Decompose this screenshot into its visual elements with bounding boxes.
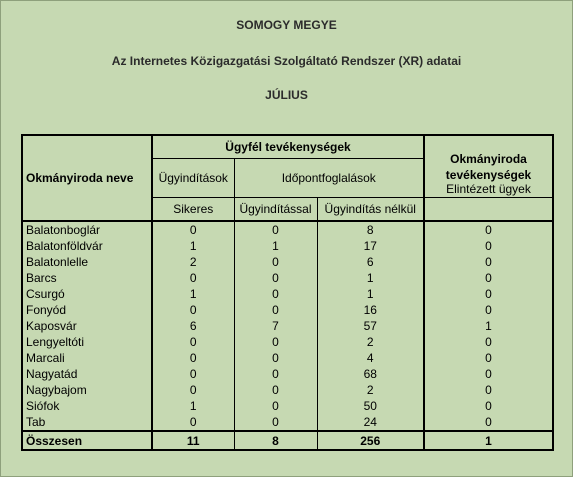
statistics-table bbox=[21, 134, 554, 451]
sikeres-cell: 1 bbox=[152, 286, 234, 302]
without-case-cell: 50 bbox=[317, 398, 424, 414]
table-row bbox=[22, 382, 553, 398]
header-sikeres: Sikeres bbox=[152, 198, 234, 222]
sikeres-cell: 0 bbox=[152, 350, 234, 366]
with-case-cell: 0 bbox=[234, 221, 317, 238]
county-title: SOMOGY MEGYE bbox=[236, 18, 337, 32]
without-case-cell: 6 bbox=[317, 254, 424, 270]
sikeres-cell: 0 bbox=[152, 334, 234, 350]
handled-cell: 0 bbox=[424, 270, 553, 286]
office-name-cell: Balatonföldvár bbox=[22, 238, 152, 254]
with-case-cell: 0 bbox=[234, 286, 317, 302]
sikeres-cell: 0 bbox=[152, 366, 234, 382]
with-case-cell: 0 bbox=[234, 334, 317, 350]
handled-cell: 0 bbox=[424, 366, 553, 382]
total-with-case: 8 bbox=[234, 431, 317, 450]
table-row bbox=[22, 254, 553, 270]
report-subtitle: Az Internetes Közigazgatási Szolgáltató Rendszer (XR) adatai bbox=[111, 54, 462, 68]
header-idopontfoglalasok: Időpontfoglalások bbox=[234, 159, 424, 198]
with-case-cell: 0 bbox=[234, 302, 317, 318]
table-row bbox=[22, 398, 553, 414]
office-name-cell: Csurgó bbox=[22, 286, 152, 302]
total-row bbox=[22, 431, 553, 450]
office-name-cell: Tab bbox=[22, 414, 152, 431]
sikeres-cell: 0 bbox=[152, 414, 234, 431]
sikeres-cell: 1 bbox=[152, 238, 234, 254]
table-row bbox=[22, 414, 553, 431]
office-name-cell: Balatonlelle bbox=[22, 254, 152, 270]
header-office-name: Okmányiroda neve bbox=[22, 135, 152, 221]
sikeres-cell: 0 bbox=[152, 382, 234, 398]
without-case-cell: 2 bbox=[317, 334, 424, 350]
with-case-cell: 1 bbox=[234, 238, 317, 254]
header-ugyinditasok: Ügyindítások bbox=[152, 159, 234, 198]
handled-cell: 0 bbox=[424, 334, 553, 350]
with-case-cell: 0 bbox=[234, 382, 317, 398]
without-case-cell: 57 bbox=[317, 318, 424, 334]
office-name-cell: Balatonboglár bbox=[22, 221, 152, 238]
sikeres-cell: 2 bbox=[152, 254, 234, 270]
without-case-cell: 4 bbox=[317, 350, 424, 366]
office-name-cell: Nagybajom bbox=[22, 382, 152, 398]
header-with-case: Ügyindítással bbox=[234, 198, 317, 222]
without-case-cell: 8 bbox=[317, 221, 424, 238]
header-client-activities: Ügyfél tevékenységek bbox=[152, 135, 424, 159]
table-row bbox=[22, 302, 553, 318]
office-name-cell: Fonyód bbox=[22, 302, 152, 318]
header-without-case: Ügyindítás nélkül bbox=[317, 198, 424, 222]
handled-cell: 0 bbox=[424, 302, 553, 318]
sikeres-cell: 0 bbox=[152, 270, 234, 286]
sikeres-cell: 6 bbox=[152, 318, 234, 334]
sikeres-cell: 0 bbox=[152, 221, 234, 238]
without-case-cell: 16 bbox=[317, 302, 424, 318]
table-row bbox=[22, 270, 553, 286]
with-case-cell: 0 bbox=[234, 254, 317, 270]
month-title: JÚLIUS bbox=[265, 88, 308, 102]
with-case-cell: 7 bbox=[234, 318, 317, 334]
handled-cell: 0 bbox=[424, 254, 553, 270]
office-name-cell: Barcs bbox=[22, 270, 152, 286]
handled-cell: 0 bbox=[424, 382, 553, 398]
without-case-cell: 24 bbox=[317, 414, 424, 431]
office-name-cell: Marcali bbox=[22, 350, 152, 366]
office-name-cell: Lengyeltóti bbox=[22, 334, 152, 350]
table-row bbox=[22, 238, 553, 254]
total-handled: 1 bbox=[424, 431, 553, 450]
handled-cell: 0 bbox=[424, 221, 553, 238]
without-case-cell: 1 bbox=[317, 286, 424, 302]
total-without-case: 256 bbox=[317, 431, 424, 450]
handled-cell: 0 bbox=[424, 414, 553, 431]
table-row bbox=[22, 366, 553, 382]
handled-cell: 0 bbox=[424, 286, 553, 302]
table-row bbox=[22, 221, 553, 238]
header-handled: Elintézett ügyek bbox=[424, 182, 553, 206]
with-case-cell: 0 bbox=[234, 414, 317, 431]
total-label: Összesen bbox=[22, 431, 152, 450]
without-case-cell: 2 bbox=[317, 382, 424, 398]
office-name-cell: Siófok bbox=[22, 398, 152, 414]
sikeres-cell: 1 bbox=[152, 398, 234, 414]
total-sikeres: 11 bbox=[152, 431, 234, 450]
without-case-cell: 1 bbox=[317, 270, 424, 286]
with-case-cell: 0 bbox=[234, 398, 317, 414]
office-name-cell: Nagyatád bbox=[22, 366, 152, 382]
handled-cell: 1 bbox=[424, 318, 553, 334]
with-case-cell: 0 bbox=[234, 350, 317, 366]
handled-cell: 0 bbox=[424, 238, 553, 254]
with-case-cell: 0 bbox=[234, 366, 317, 382]
table-row bbox=[22, 350, 553, 366]
handled-cell: 0 bbox=[424, 350, 553, 366]
office-name-cell: Kaposvár bbox=[22, 318, 152, 334]
without-case-cell: 17 bbox=[317, 238, 424, 254]
header-office-activities: Okmányiroda tevékenységek bbox=[424, 135, 553, 198]
without-case-cell: 68 bbox=[317, 366, 424, 382]
table-row bbox=[22, 286, 553, 302]
table-row bbox=[22, 334, 553, 350]
table-row bbox=[22, 318, 553, 334]
handled-cell: 0 bbox=[424, 398, 553, 414]
sikeres-cell: 0 bbox=[152, 302, 234, 318]
with-case-cell: 0 bbox=[234, 270, 317, 286]
